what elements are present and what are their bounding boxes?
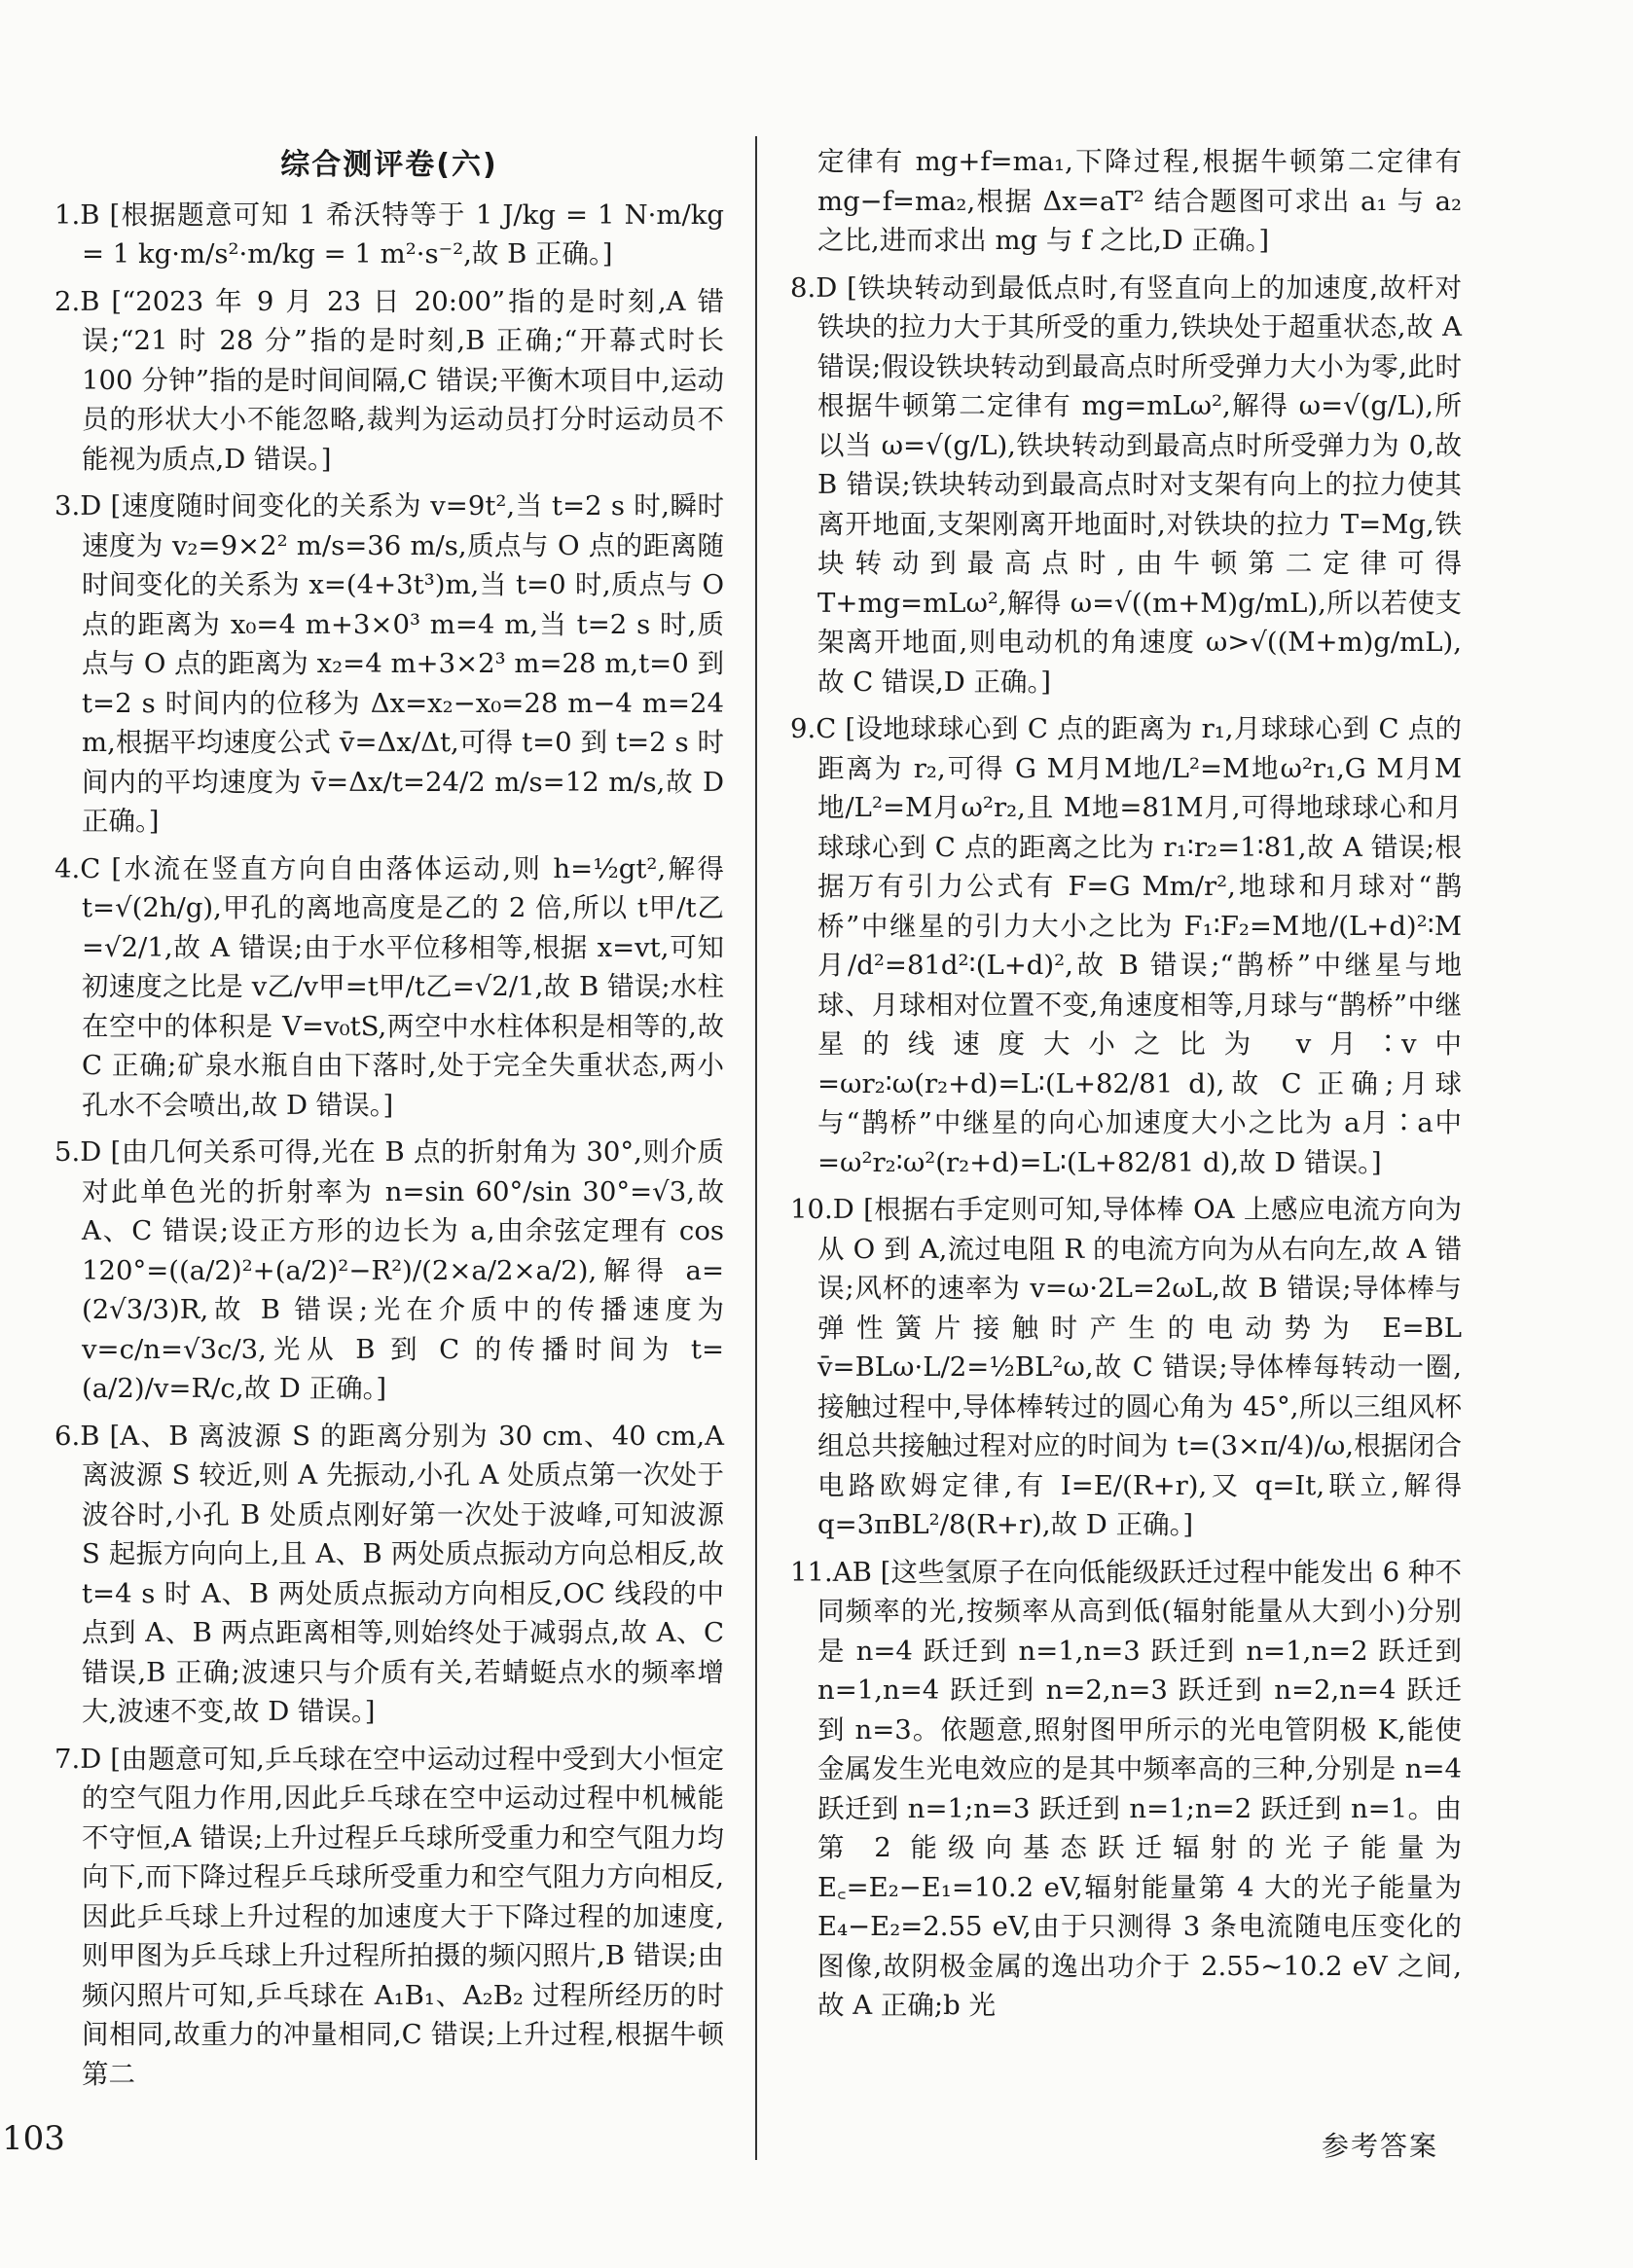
- answer-6: 6.B [A、B 离波源 S 的距离分别为 30 cm、40 cm,A 离波源 S 较近,则 A 先振动,小孔 A 处质点第一次处于波谷时,小孔 B 处质点刚好第一次处于波峰,可知波源 S 起振方向向上,且 A、B 两处质点振动方向总相反,故 t=4 s 时 A、B 两处质点振动方向相反,OC 线段的中点到 A、B 两点距离相等,则始终处于减弱点,故 A、C 错误,B 正确;波速只与介质有关,若蜻蜓点水的频率增大,波速不变,故 D 错误。]: [54, 1420, 724, 1727]
- answer-9: 9.C [设地球球心到 C 点的距离为 r₁,月球球心到 C 点的距离为 r₂,可得 G M月M地/L²=M地ω²r₁,G M月M地/L²=M月ω²r₂,且 M地=81M月,可得地球球心和月球球心到 C 点的距离之比为 r₁∶r₂=1∶81,故 A 错误;根据万有引力公式有 F=G Mm/r²,地球和月球对“鹊桥”中继星的引力大小之比为 F₁∶F₂=M地/(L+d)²∶M月/d²=81d²∶(L+d)²,故 B 错误;“鹊桥”中继星与地球、月球相对位置不变,角速度相等,月球与“鹊桥”中继星的线速度大小之比为 v月∶v中=ωr₂∶ω(r₂+d)=L∶(L+82/81 d),故 C 正确;月球与“鹊桥”中继星的向心加速度大小之比为 a月∶a中=ω²r₂∶ω²(r₂+d)=L∶(L+82/81 d),故 D 错误。]: [790, 713, 1462, 1178]
- answer-10: 10.D [根据右手定则可知,导体棒 OA 上感应电流方向为从 O 到 A,流过电阻 R 的电流方向为从右向左,故 A 错误;风杯的速率为 v=ω·2L=2ωL,故 B 错误;导体棒与弹性簧片接触时产生的电动势为 E=BL v̄=BLω·L/2=½BL²ω,故 C 错误;导体棒每转动一圈,接触过程中,导体棒转过的圆心角为 45°,所以三组风杯组总共接触过程对应的时间为 t=(3×π/4)/ω,根据闭合电路欧姆定律,有 I=E/(R+r),又 q=It,联立,解得 q=3πBL²/8(R+r),故 D 正确。]: [790, 1194, 1462, 1540]
- column-divider: [755, 136, 757, 2160]
- answer-2: 2.B [“2023 年 9 月 23 日 20:00”指的是时刻,A 错误;“21 时 28 分”指的是时刻,B 正确;“开幕式时长 100 分钟”指的是时间间隔,C 错误;平衡木项目中,运动员的形状大小不能忽略,裁判为运动员打分时运动员不能视为质点,D 错误。]: [54, 285, 724, 475]
- answer-1: 1.B [根据题意可知 1 希沃特等于 1 J/kg = 1 N·m/kg = 1 kg·m/s²·m/kg = 1 m²·s⁻²,故 B 正确。]: [54, 198, 724, 270]
- page-number: 103: [2, 2119, 65, 2158]
- answer-8: 8.D [铁块转动到最低点时,有竖直向上的加速度,故杆对铁块的拉力大于其所受的重力,铁块处于超重状态,故 A 错误;假设铁块转动到最高点时所受弹力大小为零,此时根据牛顿第二定律有 mg=mLω²,解得 ω=√(g/L),所以当 ω=√(g/L),铁块转动到最高点时所受弹力为 0,故 B 错误;铁块转动到最高点时对支架有向上的拉力使其离开地面,支架刚离开地面时,对铁块的拉力 T=Mg,铁块转动到最高点时,由牛顿第二定律可得 T+mg=mLω²,解得 ω=√((m+M)g/mL),所以若使支架离开地面,则电动机的角速度 ω>√((M+m)g/mL),故 C 错误,D 正确。]: [790, 271, 1462, 698]
- answer-7: 7.D [由题意可知,乒乓球在空中运动过程中受到大小恒定的空气阻力作用,因此乒乓球在空中运动过程中机械能不守恒,A 错误;上升过程乒乓球所受重力和空气阻力均向下,而下降过程乒乓球所受重力和空气阻力方向相反,因此乒乓球上升过程的加速度大于下降过程的加速度,则甲图为乒乓球上升过程所拍摄的频闪照片,B 错误;由频闪照片可知,乒乓球在 A₁B₁、A₂B₂ 过程所经历的时间相同,故重力的冲量相同,C 错误;上升过程,根据牛顿第二: [54, 1743, 724, 2090]
- answer-11: 11.AB [这些氢原子在向低能级跃迁过程中能发出 6 种不同频率的光,按频率从高到低(辐射能量从大到小)分别是 n=4 跃迁到 n=1,n=3 跃迁到 n=1,n=2 跃迁到 n=1,n=4 跃迁到 n=2,n=3 跃迁到 n=2,n=4 跃迁到 n=3。依题意,照射图甲所示的光电管阴极 K,能使金属发生光电效应的是其中频率高的三种,分别是 n=4 跃迁到 n=1;n=3 跃迁到 n=1;n=2 跃迁到 n=1。由第 2 能级向基态跃迁辐射的光子能量为 E꜀=E₂−E₁=10.2 eV,辐射能量第 4 大的光子能量为 E₄−E₂=2.55 eV,由于只测得 3 条电流随电压变化的图像,故阴极金属的逸出功介于 2.55~10.2 eV 之间,故 A 正确;b 光: [790, 1556, 1462, 2021]
- answer-3: 3.D [速度随时间变化的关系为 v=9t²,当 t=2 s 时,瞬时速度为 v₂=9×2² m/s=36 m/s,质点与 O 点的距离随时间变化的关系为 x=(4+3t³)m,当 t=0 时,质点与 O 点的距离为 x₀=4 m+3×0³ m=4 m,当 t=2 s 时,质点与 O 点的距离为 x₂=4 m+3×2³ m=28 m,t=0 到 t=2 s 时间内的位移为 Δx=x₂−x₀=28 m−4 m=24 m,根据平均速度公式 v̄=Δx/Δt,可得 t=0 到 t=2 s 时间内的平均速度为 v̄=Δx/t=24/2 m/s=12 m/s,故 D 正确。]: [54, 490, 724, 837]
- section-title: 综合测评卷(六): [280, 148, 498, 182]
- footer-label: 参考答案: [1321, 2130, 1438, 2162]
- answer-column-left: [54, 146, 724, 2102]
- answer-4: 4.C [水流在竖直方向自由落体运动,则 h=½gt²,解得 t=√(2h/g),甲孔的离地高度是乙的 2 倍,所以 t甲/t乙=√2/1,故 A 错误;由于水平位移相等,根据 x=vt,可知初速度之比是 v乙/v甲=t甲/t乙=√2/1,故 B 错误;水柱在空中的体积是 V=v₀tS,两空中水柱体积是相等的,故 C 正确;矿泉水瓶自由下落时,处于完全失重状态,两小孔水不会喷出,故 D 错误。]: [54, 852, 724, 1121]
- answer-7-continued: 定律有 mg+f=ma₁,下降过程,根据牛顿第二定律有 mg−f=ma₂,根据 Δx=aT² 结合题图可求出 a₁ 与 a₂ 之比,进而求出 mg 与 f 之比,D 正确。]: [817, 146, 1462, 256]
- answer-5: 5.D [由几何关系可得,光在 B 点的折射角为 30°,则介质对此单色光的折射率为 n=sin 60°/sin 30°=√3,故 A、C 错误;设正方形的边长为 a,由余弦定理有 cos 120°=((a/2)²+(a/2)²−R²)/(2×a/2×a/2),解得 a=(2√3/3)R,故 B 错误;光在介质中的传播速度为 v=c/n=√3c/3,光从 B 到 C 的传播时间为 t=(a/2)/v=R/c,故 D 正确。]: [54, 1136, 724, 1404]
- answer-column-right: [790, 142, 1462, 2034]
